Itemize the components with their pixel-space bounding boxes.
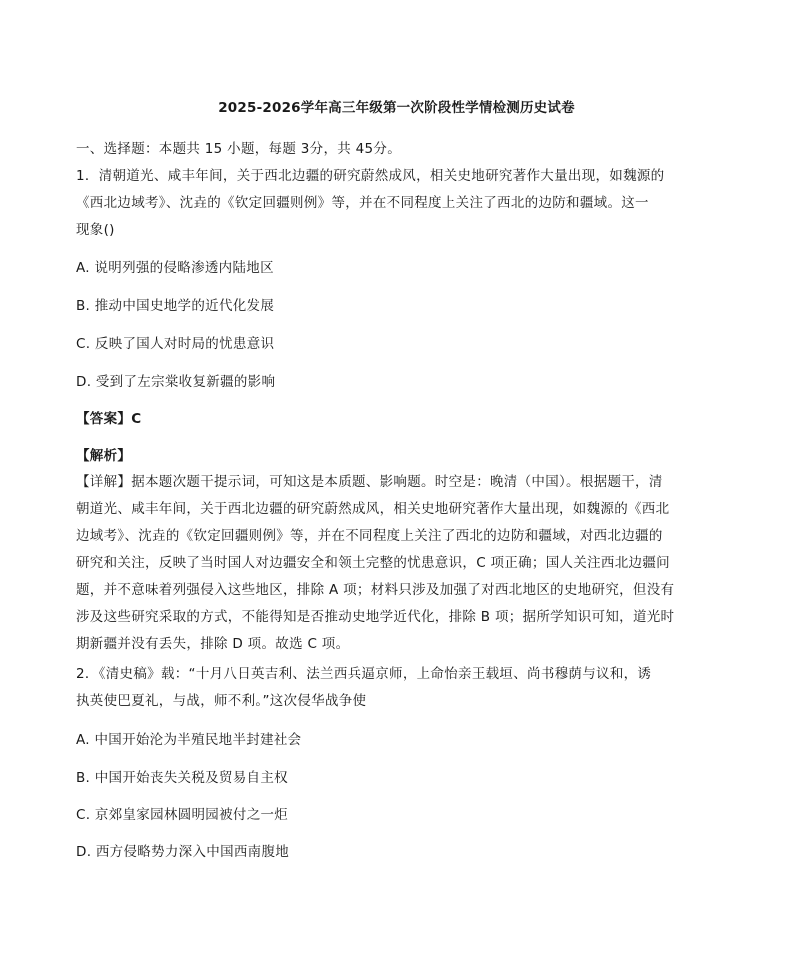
q2-option-b: B. 中国开始丧失关税及贸易自主权	[76, 770, 288, 786]
section-heading: 一、选择题：本题共 15 小题，每题 3分，共 45分。	[76, 141, 402, 157]
q2-stem-line-2: 执英使巴夏礼，与战，师不利。”这次侵华战争使	[76, 693, 367, 709]
q1-analysis-label: 【解析】	[76, 448, 132, 464]
q2-option-d: D. 西方侵略势力深入中国西南腹地	[76, 844, 290, 860]
q1-stem-line-1: 1．清朝道光、咸丰年间，关于西北边疆的研究蔚然成风，相关史地研究著作大量出现，如魏源的	[76, 168, 665, 184]
q2-option-a: A. 中国开始沦为半殖民地半封建社会	[76, 732, 302, 748]
q1-stem-line-3: 现象()	[76, 222, 115, 238]
q2-stem-line-1: 2．《清史稿》载：“十月八日英吉利、法兰西兵逼京师，上命怡亲王载垣、尚书穆荫与议和，诱	[76, 666, 652, 682]
q1-detail-line-7: 期新疆并没有丢失，排除 D 项。故选 C 项。	[76, 636, 350, 652]
q1-option-c: C. 反映了国人对时局的忧患意识	[76, 336, 275, 352]
q1-detail-line-3: 边域考》、沈垚的《钦定回疆则例》等，并在不同程度上关注了西北的边防和疆域，对西北边疆的	[76, 528, 663, 544]
q1-detail-line-6: 涉及这些研究采取的方式，不能得知是否推动史地学近代化，排除 B 项；据所学知识可知，道光时	[76, 609, 675, 625]
q2-option-c: C. 京郊皇家园林圆明园被付之一炬	[76, 807, 289, 823]
q1-detail-line-4: 研究和关注，反映了当时国人对边疆安全和领土完整的忧患意识，C 项正确；国人关注西北边疆问	[76, 555, 670, 571]
exam-title: 2025-2026学年高三年级第一次阶段性学情检测历史试卷	[218, 100, 575, 116]
q1-stem-line-2: 《西北边域考》、沈垚的《钦定回疆则例》等，并在不同程度上关注了西北的边防和疆域。这一	[76, 195, 649, 211]
q1-answer: 【答案】C	[76, 411, 142, 427]
q1-detail-line-5: 题，并不意味着列强侵入这些地区，排除 A 项；材料只涉及加强了对西北地区的史地研究，但没有	[76, 582, 675, 598]
q1-detail-line-2: 朝道光、咸丰年间，关于西北边疆的研究蔚然成风，相关史地研究著作大量出现，如魏源的《西北	[76, 501, 670, 517]
q1-option-a: A. 说明列强的侵略渗透内陆地区	[76, 260, 274, 276]
q1-detail-line-1: 【详解】据本题次题干提示词，可知这是本质题、影响题。时空是：晚清（中国）。根据题干，清	[76, 474, 663, 490]
q1-option-b: B. 推动中国史地学的近代化发展	[76, 298, 275, 314]
q1-option-d: D. 受到了左宗棠收复新疆的影响	[76, 374, 276, 390]
